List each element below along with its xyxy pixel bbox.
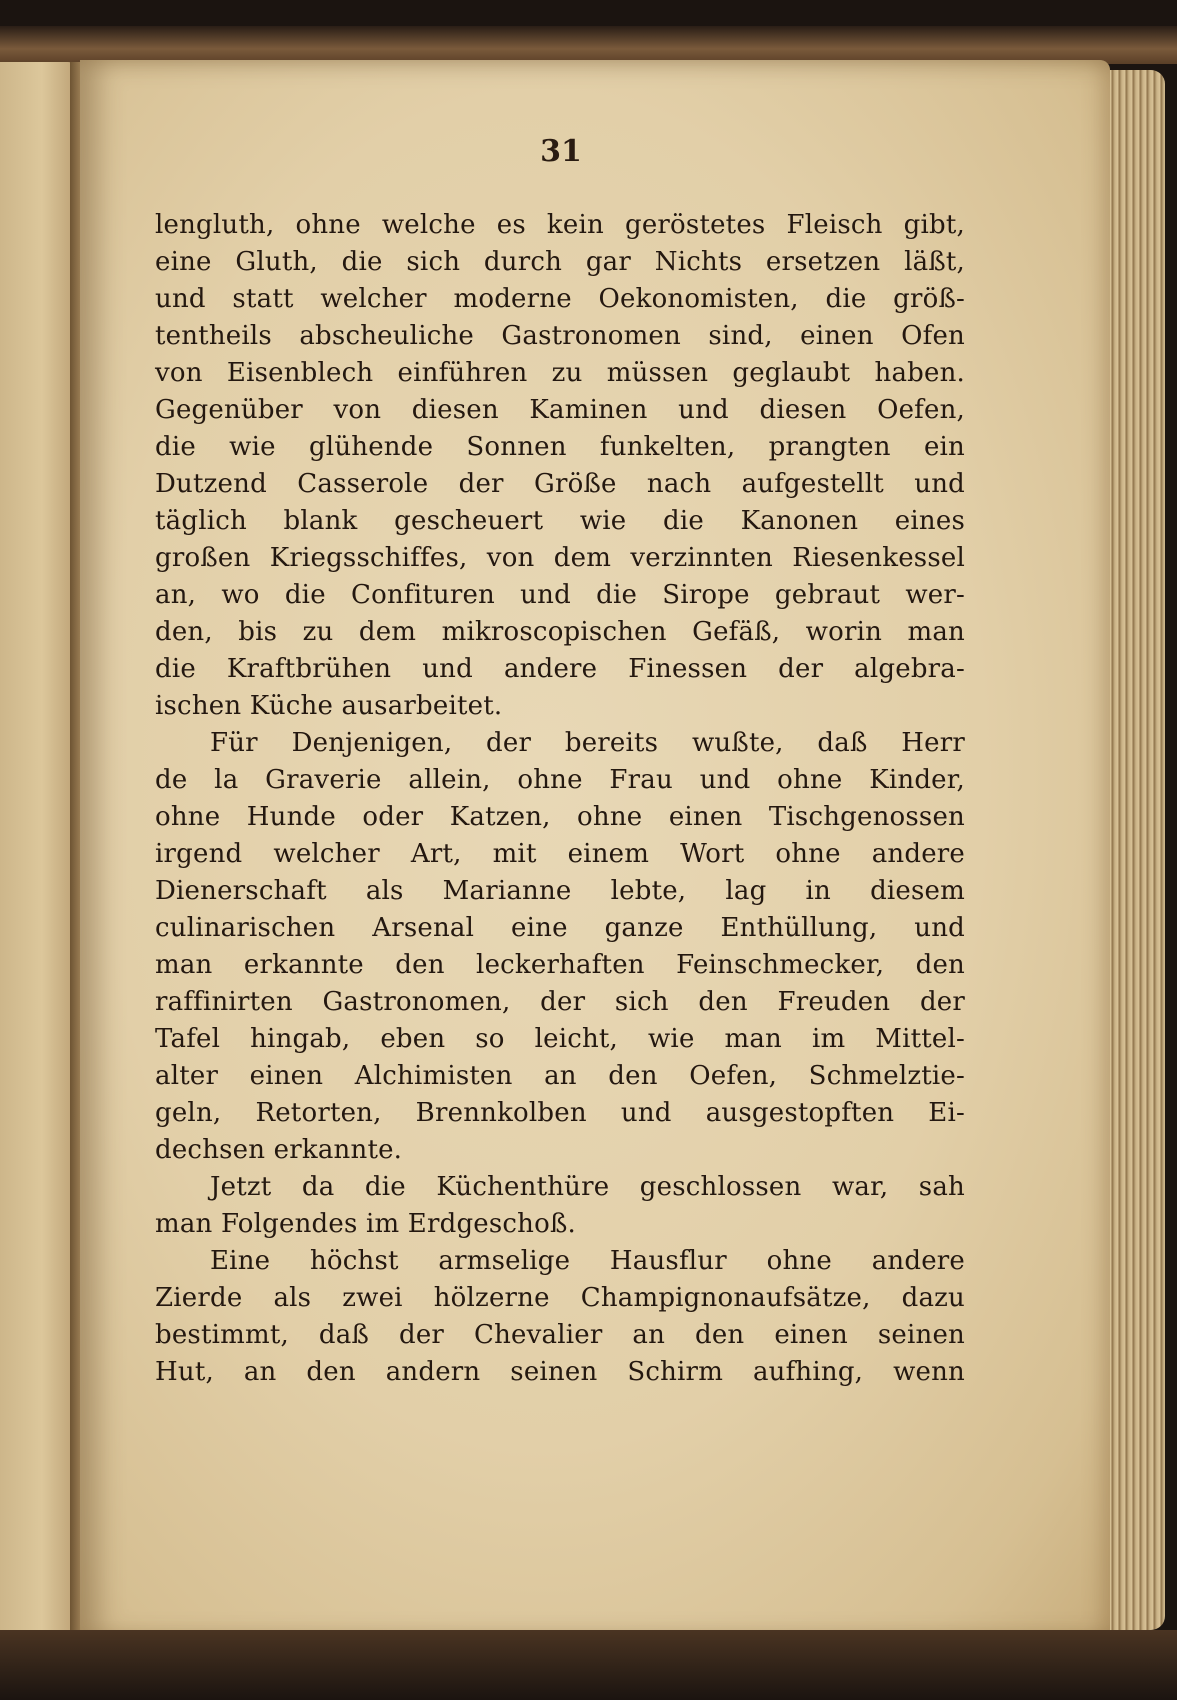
text-line: ohne Hunde oder Katzen, ohne einen Tischgenossen — [155, 802, 965, 832]
page-text — [155, 207, 965, 1391]
text-line: raffinirten Gastronomen, der sich den Freuden der — [155, 987, 965, 1017]
paragraph-3 — [155, 1169, 965, 1243]
text-line: de la Graverie allein, ohne Frau und ohne Kinder, — [155, 765, 965, 795]
text-line: großen Kriegsschiffes, von dem verzinnten Riesenkessel — [155, 543, 965, 573]
page-number: 31 — [540, 134, 582, 169]
text-line: die wie glühende Sonnen funkelten, prangten ein — [155, 432, 965, 462]
text-line: Eine höchst armselige Hausflur ohne andere — [210, 1246, 965, 1276]
text-line: Dutzend Casserole der Größe nach aufgestellt und — [155, 469, 965, 499]
text-line: Hut, an den andern seinen Schirm aufhing, wenn — [155, 1357, 965, 1387]
text-line: alter einen Alchimisten an den Oefen, Schmelztie- — [155, 1061, 965, 1091]
text-line: eine Gluth, die sich durch gar Nichts ersetzen läßt, — [155, 247, 965, 277]
text-line: und statt welcher moderne Oekonomisten, die größ- — [155, 284, 965, 314]
text-line: Jetzt da die Küchenthüre geschlossen war, sah — [210, 1172, 965, 1202]
text-line: tentheils abscheuliche Gastronomen sind, einen Ofen — [155, 321, 965, 351]
text-line: man erkannte den leckerhaften Feinschmecker, den — [155, 950, 965, 980]
book-cover-top — [0, 26, 1177, 64]
paragraph-1 — [155, 207, 965, 725]
text-line: irgend welcher Art, mit einem Wort ohne andere — [155, 839, 965, 869]
text-line: täglich blank gescheuert wie die Kanonen eines — [155, 506, 965, 536]
text-line: bestimmt, daß der Chevalier an den einen seinen — [155, 1320, 965, 1350]
text-line: von Eisenblech einführen zu müssen geglaubt haben. — [155, 358, 965, 388]
text-line: Tafel hingab, eben so leicht, wie man im Mittel- — [155, 1024, 965, 1054]
paragraph-2 — [155, 725, 965, 1169]
text-line: ischen Küche ausarbeitet. — [155, 691, 503, 721]
paragraph-4 — [155, 1243, 965, 1391]
text-line: dechsen erkannte. — [155, 1135, 403, 1165]
text-line: Dienerschaft als Marianne lebte, lag in diesem — [155, 876, 965, 906]
text-line: an, wo die Confituren und die Sirope gebraut wer- — [155, 580, 965, 610]
text-line: man Folgendes im Erdgeschoß. — [155, 1209, 577, 1239]
text-line: lengluth, ohne welche es kein geröstetes Fleisch gibt, — [155, 210, 965, 240]
text-line: Zierde als zwei hölzerne Champignonaufsätze, dazu — [155, 1283, 965, 1313]
previous-page-edge — [0, 62, 76, 1637]
text-line: geln, Retorten, Brennkolben und ausgestopften Ei- — [155, 1098, 965, 1128]
text-line: Gegenüber von diesen Kaminen und diesen Oefen, — [155, 395, 965, 425]
text-line: Für Denjenigen, der bereits wußte, daß Herr — [210, 728, 965, 758]
book-cover-bottom — [0, 1630, 1177, 1700]
text-line: den, bis zu dem mikroscopischen Gefäß, worin man — [155, 617, 965, 647]
text-line: die Kraftbrühen und andere Finessen der algebra- — [155, 654, 965, 684]
text-line: culinarischen Arsenal eine ganze Enthüllung, und — [155, 913, 965, 943]
